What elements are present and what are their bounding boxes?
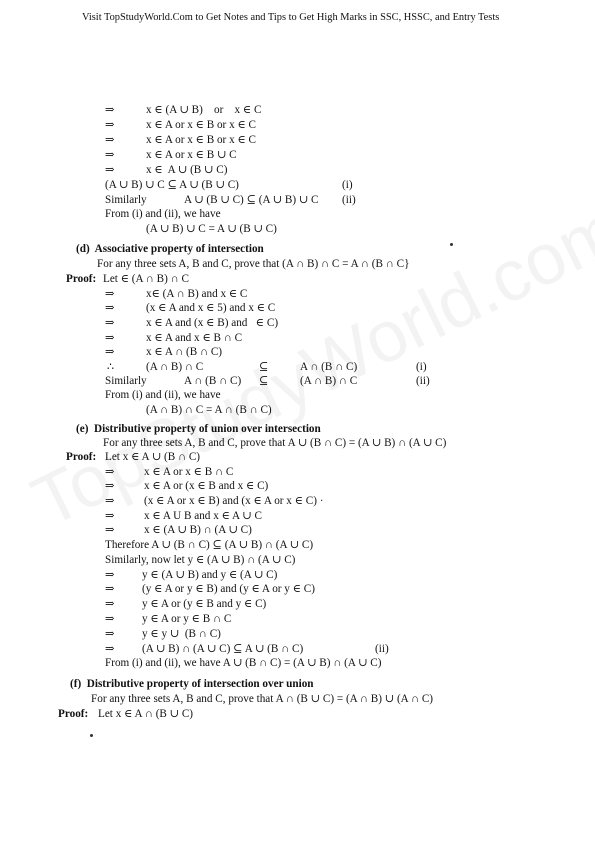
step-text: y ∈ y ∪ (B ∩ C) <box>142 628 221 640</box>
step-symbol: ⇒ <box>105 583 115 595</box>
equation-number: (i) <box>342 179 353 191</box>
step-symbol: ⇒ <box>105 510 115 522</box>
step-text: y ∈ (A ∪ B) and y ∈ (A ∪ C) <box>142 569 278 581</box>
proof-label: Proof: <box>66 273 97 285</box>
step-symbol: ⇒ <box>105 628 115 640</box>
conclusion-text: From (i) and (ii), we have <box>105 208 221 220</box>
therefore-text: Therefore A ∪ (B ∩ C) ⊆ (A ∪ B) ∩ (A ∪ C) <box>105 539 314 551</box>
section-heading: (e) Distributive property of union over intersection <box>76 423 321 435</box>
step-symbol: ⇒ <box>105 346 115 358</box>
result-line: A ∪ (B ∪ C) ⊆ (A ∪ B) ∪ C <box>184 194 319 206</box>
equation-number: (ii) <box>375 643 389 655</box>
step-text: x ∈ A or x ∈ B or x ∈ C <box>146 134 256 146</box>
step-symbol: ⇒ <box>105 524 115 536</box>
conclusion-text: From (i) and (ii), we have <box>105 389 221 401</box>
step-symbol: ⇒ <box>105 288 115 300</box>
step-symbol: ⇒ <box>105 104 115 116</box>
step-text: (x ∈ A or x ∈ B) and (x ∈ A or x ∈ C) · <box>144 495 324 507</box>
step-symbol: ⇒ <box>105 302 115 314</box>
step-text: x ∈ A U B and x ∈ A ∪ C <box>144 510 262 522</box>
section-heading: (d) Associative property of intersection <box>76 243 264 255</box>
step-text: x ∈ (A ∪ B) ∩ (A ∪ C) <box>144 524 252 536</box>
subset-symbol: ⊆ <box>259 361 269 373</box>
proof-label: Proof: <box>66 451 97 463</box>
result-lhs: (A ∩ B) ∩ C <box>146 361 204 373</box>
proof-let: Let x ∈ A ∩ (B ∪ C) <box>98 708 194 720</box>
therefore-symbol: ∴ <box>107 361 115 373</box>
step-text: x ∈ A ∪ (B ∪ C) <box>146 164 228 176</box>
similarly-text: Similarly, now let y ∈ (A ∪ B) ∩ (A ∪ C) <box>105 554 296 566</box>
step-text: (A ∪ B) ∩ (A ∪ C) ⊆ A ∪ (B ∩ C) <box>142 643 304 655</box>
step-symbol: ⇒ <box>105 495 115 507</box>
subset-symbol: ⊆ <box>259 375 269 387</box>
equation-number: (ii) <box>342 194 356 206</box>
similarly-label: Similarly <box>105 375 147 387</box>
proof-label: Proof: <box>58 708 89 720</box>
step-symbol: ⇒ <box>105 149 115 161</box>
section-statement: For any three sets A, B and C, prove that A ∩ (B ∪ C) = (A ∩ B) ∪ (A ∩ C) <box>91 693 434 705</box>
step-text: x ∈ A or x ∈ B ∪ C <box>146 149 237 161</box>
step-symbol: ⇒ <box>105 569 115 581</box>
step-text: x ∈ A or x ∈ B ∩ C <box>144 466 234 478</box>
proof-let: Let ∈ (A ∩ B) ∩ C <box>103 273 189 285</box>
step-symbol: ⇒ <box>105 164 115 176</box>
step-text: x ∈ A ∩ (B ∩ C) <box>146 346 223 358</box>
step-text: x∈ (A ∩ B) and x ∈ C <box>146 288 248 300</box>
conclusion-text: From (i) and (ii), we have A ∪ (B ∩ C) = (A ∪ B) ∩ (A ∪ C) <box>105 657 382 669</box>
step-text: x ∈ A and x ∈ B ∩ C <box>146 332 243 344</box>
conclusion-equation: (A ∩ B) ∩ C = A ∩ (B ∩ C) <box>146 404 272 416</box>
step-symbol: ⇒ <box>105 613 115 625</box>
equation-number: (i) <box>416 361 427 373</box>
result-line: (A ∪ B) ∪ C ⊆ A ∪ (B ∪ C) <box>105 179 239 191</box>
page-header: Visit TopStudyWorld.Com to Get Notes and Tips to Get High Marks in SSC, HSSC, and Entry Tests <box>82 12 500 23</box>
step-symbol: ⇒ <box>105 598 115 610</box>
result-rhs: A ∩ (B ∩ C) <box>300 361 358 373</box>
result-rhs: (A ∩ B) ∩ C <box>300 375 358 387</box>
step-text: x ∈ A or (x ∈ B and x ∈ C) <box>144 480 269 492</box>
proof-let: Let x ∈ A ∪ (B ∩ C) <box>105 451 201 463</box>
speck <box>90 734 93 737</box>
section-heading: (f) Distributive property of intersection over union <box>70 678 314 690</box>
step-symbol: ⇒ <box>105 332 115 344</box>
step-symbol: ⇒ <box>105 480 115 492</box>
step-text: (x ∈ A and x ∈ 5) and x ∈ C <box>146 302 276 314</box>
step-symbol: ⇒ <box>105 317 115 329</box>
speck <box>450 243 453 246</box>
step-text: y ∈ A or y ∈ B ∩ C <box>142 613 232 625</box>
section-statement: For any three sets A, B and C, prove that (A ∩ B) ∩ C = A ∩ (B ∩ C} <box>97 258 410 270</box>
step-symbol: ⇒ <box>105 134 115 146</box>
similarly-label: Similarly <box>105 194 147 206</box>
step-symbol: ⇒ <box>105 119 115 131</box>
step-text: (y ∈ A or y ∈ B) and (y ∈ A or y ∈ C) <box>142 583 315 595</box>
step-text: x ∈ (A ∪ B) or x ∈ C <box>146 104 262 116</box>
step-symbol: ⇒ <box>105 466 115 478</box>
step-symbol: ⇒ <box>105 643 115 655</box>
conclusion-equation: (A ∪ B) ∪ C = A ∪ (B ∪ C) <box>146 223 277 235</box>
step-text: x ∈ A and (x ∈ B) and ∈ C) <box>146 317 279 329</box>
section-statement: For any three sets A, B and C, prove that A ∪ (B ∩ C) = (A ∪ B) ∩ (A ∪ C) <box>103 437 447 449</box>
step-text: x ∈ A or x ∈ B or x ∈ C <box>146 119 256 131</box>
equation-number: (ii) <box>416 375 430 387</box>
step-text: y ∈ A or (y ∈ B and y ∈ C) <box>142 598 267 610</box>
result-lhs: A ∩ (B ∩ C) <box>184 375 242 387</box>
